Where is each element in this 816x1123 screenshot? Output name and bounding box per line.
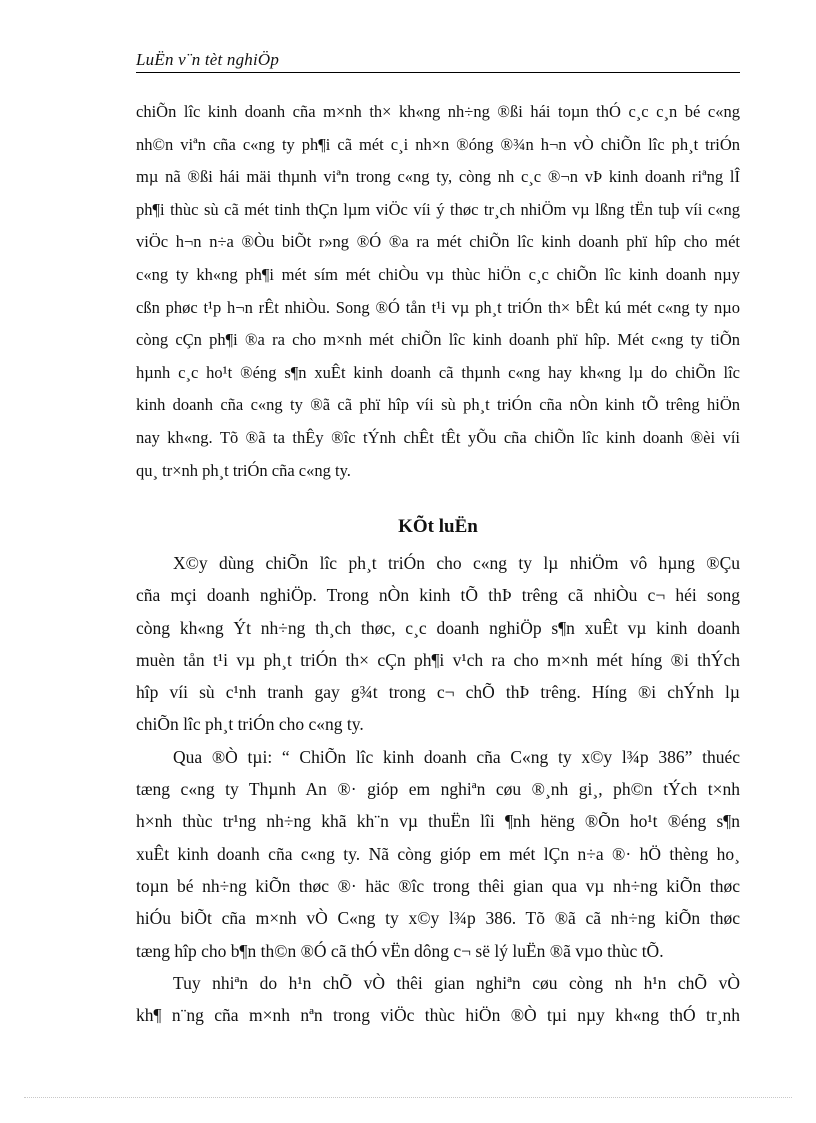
body-paragraph-1 — [136, 96, 740, 487]
text-line: hiÓu biÕt cña m×nh vÒ C«ng ty x©y l¾p 386. Tõ ®ã cã nh÷ng kiÕn thøc — [136, 908, 740, 929]
text-line: Qua ®Ò tµi: “ ChiÕn lîc kinh doanh cña C«ng ty x©y l¾p 386” thuéc — [173, 746, 740, 767]
text-line: ph¶i thùc sù cã mét tinh thÇn lµm viÖc víi ý thøc tr¸ch nhiÖm vµ lßng tËn tuþ víi c«ng — [136, 199, 740, 219]
text-line: tæng c«ng ty Thµnh An ®· gióp em nghiªn cøu ®¸nh gi¸, ph©n tÝch t×nh — [136, 779, 740, 800]
text-line: xuÊt kinh doanh cña c«ng ty. Nã còng gióp em mét lÇn n÷a ®· hÖ thèng ho¸ — [136, 843, 740, 864]
text-line: hµnh c¸c ho¹t ®éng s¶n xuÊt kinh doanh cã thµnh c«ng hay kh«ng lµ do chiÕn lîc — [136, 362, 740, 382]
page-bottom-divider — [24, 1097, 792, 1098]
header-title: LuËn v¨n tèt nghiÖp — [136, 50, 280, 69]
text-line: qu¸ tr×nh ph¸t triÓn cña c«ng ty. — [136, 460, 351, 480]
text-line: kh¶ n¨ng cña m×nh nªn trong viÖc thùc hiÖn ®Ò tµi nµy kh«ng thÓ tr¸nh — [136, 1005, 740, 1026]
text-line: chiÕn lîc ph¸t triÓn cho c«ng ty. — [136, 714, 364, 735]
text-line: tæng hîp cho b¶n th©n ®Ó cã thÓ vËn dông c¬ së lý luËn ®ã vµo thùc tÕ. — [136, 940, 664, 961]
text-line: c«ng ty kh«ng ph¶i mét sím mét chiÒu vµ thùc hiÖn c¸c chiÕn lîc kinh doanh nµy — [136, 264, 740, 284]
text-line: còng kh«ng Ýt nh÷ng th¸ch thøc, c¸c doanh nghiÖp s¶n xuÊt vµ kinh doanh — [136, 617, 740, 638]
text-line: nh©n viªn cña c«ng ty ph¶i cã mét c¸i nh×n ®óng ®¾n h¬n vÒ chiÕn lîc ph¸t triÓn — [136, 134, 740, 154]
text-line: Tuy nhiªn do h¹n chÕ vÒ thêi gian nghiªn cøu còng nh h¹n chÕ vÒ — [173, 972, 740, 993]
text-line: chiÕn lîc kinh doanh cña m×nh th× kh«ng nh÷ng ®ßi hái toµn thÓ c¸c c¸n bé c«ng — [136, 102, 740, 121]
page-header — [136, 50, 740, 73]
conclusion-text — [136, 547, 740, 1031]
text-line: kinh doanh cña c«ng ty ®ã cã phï hîp víi sù ph¸t triÓn cña nÒn kinh tÕ trêng hiÖn — [136, 395, 740, 415]
text-line: mµ nã ®ßi hái mäi thµnh viªn trong c«ng ty, còng nh c¸c ®¬n vÞ kinh doanh riªng lÎ — [136, 167, 740, 187]
text-line: cßn phøc t¹p h¬n rÊt nhiÒu. Song ®Ó tån t¹i vµ ph¸t triÓn th× bÊt kú mét c«ng ty nµo — [136, 297, 740, 317]
text-line: h×nh thùc tr¹ng nh÷ng khã kh¨n vµ thuËn lîi ¶nh hëng ®Õn ho¹t ®éng s¶n — [136, 811, 740, 832]
text-line: cña mçi doanh nghiÖp. Trong nÒn kinh tÕ thÞ trêng cã nhiÒu c¬ héi song — [136, 585, 740, 606]
text-line: còng cÇn ph¶i ®a ra cho m×nh mét chiÕn lîc kinh doanh phï hîp. Mét c«ng ty tiÕn — [136, 330, 740, 350]
text-line: muèn tån t¹i vµ ph¸t triÓn th× cÇn ph¶i v¹ch ra cho m×nh mét híng ®i thÝch — [136, 649, 740, 670]
text-line: nay kh«ng. Tõ ®ã ta thÊy ®îc tÝnh chÊt tÊt yÕu cña chiÕn lîc kinh doanh ®èi víi — [136, 427, 740, 447]
text-line: toµn bé nh÷ng kiÕn thøc ®· häc ®îc trong thêi gian qua vµ nh÷ng kiÕn thøc — [136, 875, 740, 896]
text-line: viÖc h¬n n÷a ®Òu biÕt r»ng ®Ó ®a ra mét chiÕn lîc kinh doanh phï hîp cho mét — [136, 232, 740, 252]
text-line: hîp víi sù c¹nh tranh gay g¾t trong c¬ chÕ thÞ trêng. Híng ®i chÝnh lµ — [136, 682, 740, 703]
section-heading: KÕt luËn — [398, 516, 478, 537]
text-line: X©y dùng chiÕn lîc ph¸t triÓn cho c«ng ty lµ nhiÖm vô hµng ®Çu — [173, 553, 740, 573]
